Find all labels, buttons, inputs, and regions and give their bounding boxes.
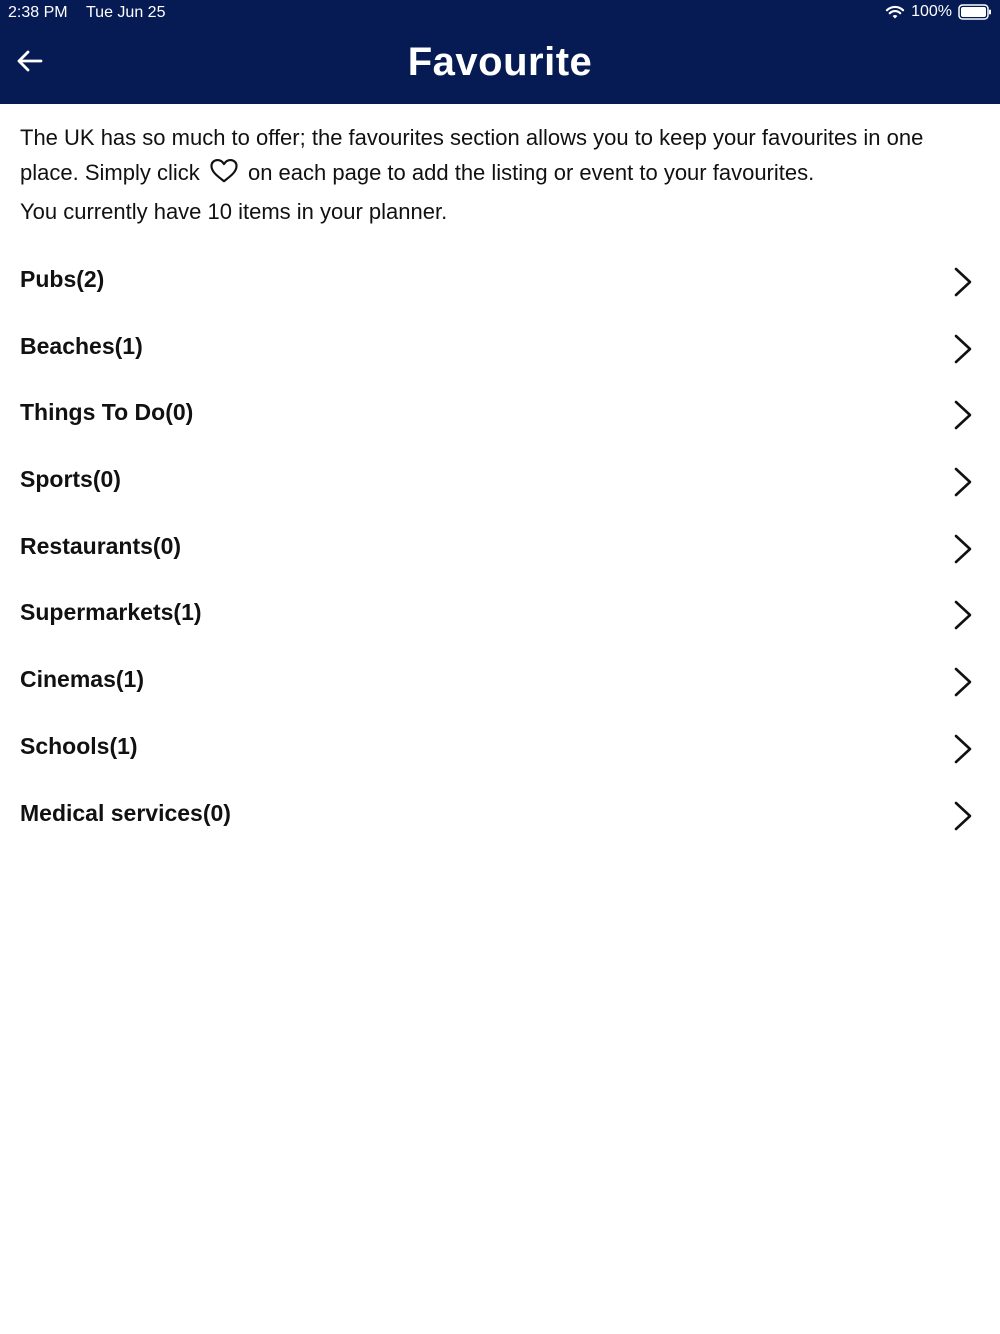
list-item-schools[interactable] [0,715,1000,782]
intro-text-after: on each page to add the listing or event to your favourites. [247,160,815,185]
app-header [0,0,1000,104]
chevron-right-icon [950,533,976,565]
list-item-label: Restaurants(0) [20,532,182,559]
list-item-medical-services[interactable] [0,782,1000,849]
chevron-right-icon [950,466,976,498]
category-list [0,248,1000,848]
battery-icon [958,3,992,21]
list-item-label: Supermarkets(1) [20,599,202,626]
wifi-icon [885,4,905,20]
chevron-right-icon [950,666,976,698]
intro-text-before: The UK has so much to offer; the favourites section allows you to keep your favourites in one place. Simply click [20,125,924,185]
list-item-label: Medical services(0) [20,799,231,826]
chevron-right-icon [950,399,976,431]
list-item-label: Sports(0) [20,466,121,493]
heart-icon [208,158,240,184]
list-item-label: Pubs(2) [20,266,105,292]
list-item-sports[interactable] [0,448,1000,515]
status-indicators [885,3,992,21]
status-time: 2:38 PM [8,4,68,21]
list-item-pubs[interactable] [0,248,1000,315]
list-item-beaches[interactable] [0,315,1000,382]
list-item-supermarkets[interactable] [0,581,1000,648]
list-item-things-to-do[interactable] [0,381,1000,448]
intro-paragraph [20,120,970,190]
list-item-label: Things To Do(0) [20,399,194,426]
list-item-label: Cinemas(1) [20,666,144,693]
chevron-right-icon [950,800,976,832]
list-item-label: Schools(1) [20,732,138,759]
chevron-right-icon [950,333,976,365]
list-item-label: Beaches(1) [20,332,143,359]
chevron-right-icon [950,599,976,631]
chevron-right-icon [950,266,976,298]
page-title: Favourite [407,40,593,84]
chevron-right-icon [950,733,976,765]
planner-count-text: You currently have 10 items in your planner. [20,199,448,224]
battery-percent: 100% [911,3,952,20]
list-item-restaurants[interactable] [0,515,1000,582]
list-item-cinemas[interactable] [0,648,1000,715]
status-date: Tue Jun 25 [86,4,166,21]
